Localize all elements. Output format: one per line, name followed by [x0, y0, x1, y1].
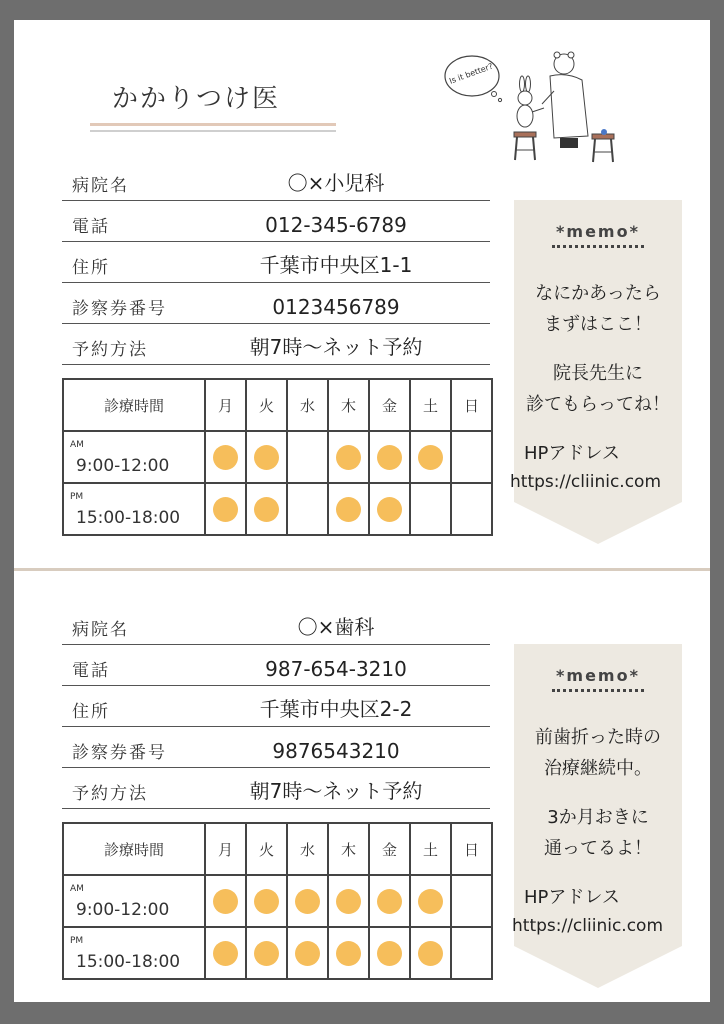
- day-cell-fri: [369, 431, 410, 483]
- memo-dotted-line: [552, 245, 644, 248]
- day-wed: 水: [287, 823, 328, 875]
- field-phone: 電話 012-345-6789: [62, 201, 490, 242]
- slot-row-am: AM 9:00-12:00: [63, 875, 492, 927]
- memo-line: 前歯折った時の: [535, 727, 661, 748]
- memo-line: 3か月おきに: [547, 807, 649, 828]
- day-cell-wed: [287, 431, 328, 483]
- open-dot-icon: [295, 941, 320, 966]
- memo-box-1: [510, 200, 682, 502]
- field-phone: 電話 987-654-3210: [62, 645, 490, 686]
- hp-url: https://cliinic.com: [512, 916, 664, 936]
- hp-url: https://cliinic.com: [510, 472, 662, 492]
- day-cell-fri: [369, 483, 410, 535]
- open-dot-icon: [336, 497, 361, 522]
- field-reservation: 予約方法 朝7時～ネット予約: [62, 768, 490, 809]
- day-mon: 月: [205, 823, 246, 875]
- open-dot-icon: [418, 889, 443, 914]
- field-hospital-name: 病院名 〇×歯科: [62, 604, 490, 645]
- day-cell-sun: [451, 927, 492, 979]
- day-cell-wed: [287, 927, 328, 979]
- card-divider: [14, 568, 710, 571]
- day-sat: 土: [410, 823, 451, 875]
- day-cell-sun: [451, 875, 492, 927]
- day-wed: 水: [287, 379, 328, 431]
- day-fri: 金: [369, 823, 410, 875]
- schedule-header: 診療時間: [63, 379, 205, 431]
- memo-box-2: [514, 644, 682, 946]
- open-dot-icon: [418, 445, 443, 470]
- day-cell-sun: [451, 431, 492, 483]
- day-sun: 日: [451, 379, 492, 431]
- open-dot-icon: [336, 889, 361, 914]
- day-cell-fri: [369, 875, 410, 927]
- day-fri: 金: [369, 379, 410, 431]
- day-cell-thu: [328, 927, 369, 979]
- field-patient-number: 診察券番号 9876543210: [62, 727, 490, 768]
- memo-line: 治療継続中。: [544, 758, 652, 779]
- memo-arrow-1: [514, 502, 682, 544]
- day-cell-sun: [451, 483, 492, 535]
- memo-dotted-line: [552, 689, 644, 692]
- field-patient-number: 診察券番号 0123456789: [62, 283, 490, 324]
- day-cell-sat: [410, 431, 451, 483]
- day-cell-tue: [246, 431, 287, 483]
- day-thu: 木: [328, 823, 369, 875]
- schedule-table-2: [62, 822, 493, 980]
- day-cell-sat: [410, 483, 451, 535]
- day-cell-fri: [369, 927, 410, 979]
- field-reservation: 予約方法 朝7時～ネット予約: [62, 324, 490, 365]
- day-cell-wed: [287, 483, 328, 535]
- open-dot-icon: [213, 941, 238, 966]
- open-dot-icon: [254, 889, 279, 914]
- memo-heading: *memo*: [556, 222, 640, 241]
- open-dot-icon: [377, 445, 402, 470]
- clinic-info-1: [62, 160, 490, 365]
- memo-arrow-2: [514, 946, 682, 988]
- open-dot-icon: [254, 941, 279, 966]
- title-block: [90, 78, 336, 132]
- day-sat: 土: [410, 379, 451, 431]
- day-cell-thu: [328, 431, 369, 483]
- schedule-table-1: [62, 378, 493, 536]
- open-dot-icon: [377, 941, 402, 966]
- memo-heading: *memo*: [556, 666, 640, 685]
- schedule-header: 診療時間: [63, 823, 205, 875]
- memo-line: まずはここ！: [544, 314, 652, 335]
- open-dot-icon: [336, 941, 361, 966]
- day-cell-tue: [246, 927, 287, 979]
- bubble-text: Is it better?: [448, 61, 495, 86]
- clinic-info-2: [62, 604, 490, 809]
- field-hospital-name: 病院名 〇×小児科: [62, 160, 490, 201]
- hp-label: HPアドレス: [524, 443, 620, 464]
- day-thu: 木: [328, 379, 369, 431]
- field-address: 住所 千葉市中央区1-1: [62, 242, 490, 283]
- schedule-header-row: [63, 379, 492, 431]
- day-cell-tue: [246, 483, 287, 535]
- open-dot-icon: [254, 497, 279, 522]
- day-tue: 火: [246, 823, 287, 875]
- open-dot-icon: [295, 889, 320, 914]
- day-cell-mon: [205, 875, 246, 927]
- day-mon: 月: [205, 379, 246, 431]
- day-tue: 火: [246, 379, 287, 431]
- open-dot-icon: [418, 941, 443, 966]
- memo-line: 院長先生に: [553, 363, 643, 384]
- open-dot-icon: [336, 445, 361, 470]
- field-address: 住所 千葉市中央区2-2: [62, 686, 490, 727]
- day-cell-mon: [205, 483, 246, 535]
- open-dot-icon: [377, 497, 402, 522]
- memo-line: なにかあったら: [535, 283, 661, 304]
- day-cell-wed: [287, 875, 328, 927]
- slot-row-pm: PM 15:00-18:00: [63, 483, 492, 535]
- open-dot-icon: [377, 889, 402, 914]
- day-cell-sat: [410, 875, 451, 927]
- day-cell-thu: [328, 875, 369, 927]
- schedule-header-row: [63, 823, 492, 875]
- day-cell-sat: [410, 927, 451, 979]
- open-dot-icon: [213, 445, 238, 470]
- open-dot-icon: [254, 445, 279, 470]
- slot-row-pm: PM 15:00-18:00: [63, 927, 492, 979]
- memo-line: 通ってるよ！: [544, 838, 652, 859]
- page-title: かかりつけ医: [112, 84, 281, 114]
- title-underline-secondary: [90, 130, 336, 132]
- slot-row-am: AM 9:00-12:00: [63, 431, 492, 483]
- title-underline: [90, 123, 336, 126]
- doctor-bear-rabbit-illustration: [442, 46, 622, 166]
- open-dot-icon: [213, 889, 238, 914]
- hp-label: HPアドレス: [524, 887, 620, 908]
- day-cell-tue: [246, 875, 287, 927]
- day-cell-thu: [328, 483, 369, 535]
- day-cell-mon: [205, 927, 246, 979]
- day-cell-mon: [205, 431, 246, 483]
- open-dot-icon: [213, 497, 238, 522]
- day-sun: 日: [451, 823, 492, 875]
- memo-line: 診てもらってね！: [526, 394, 670, 415]
